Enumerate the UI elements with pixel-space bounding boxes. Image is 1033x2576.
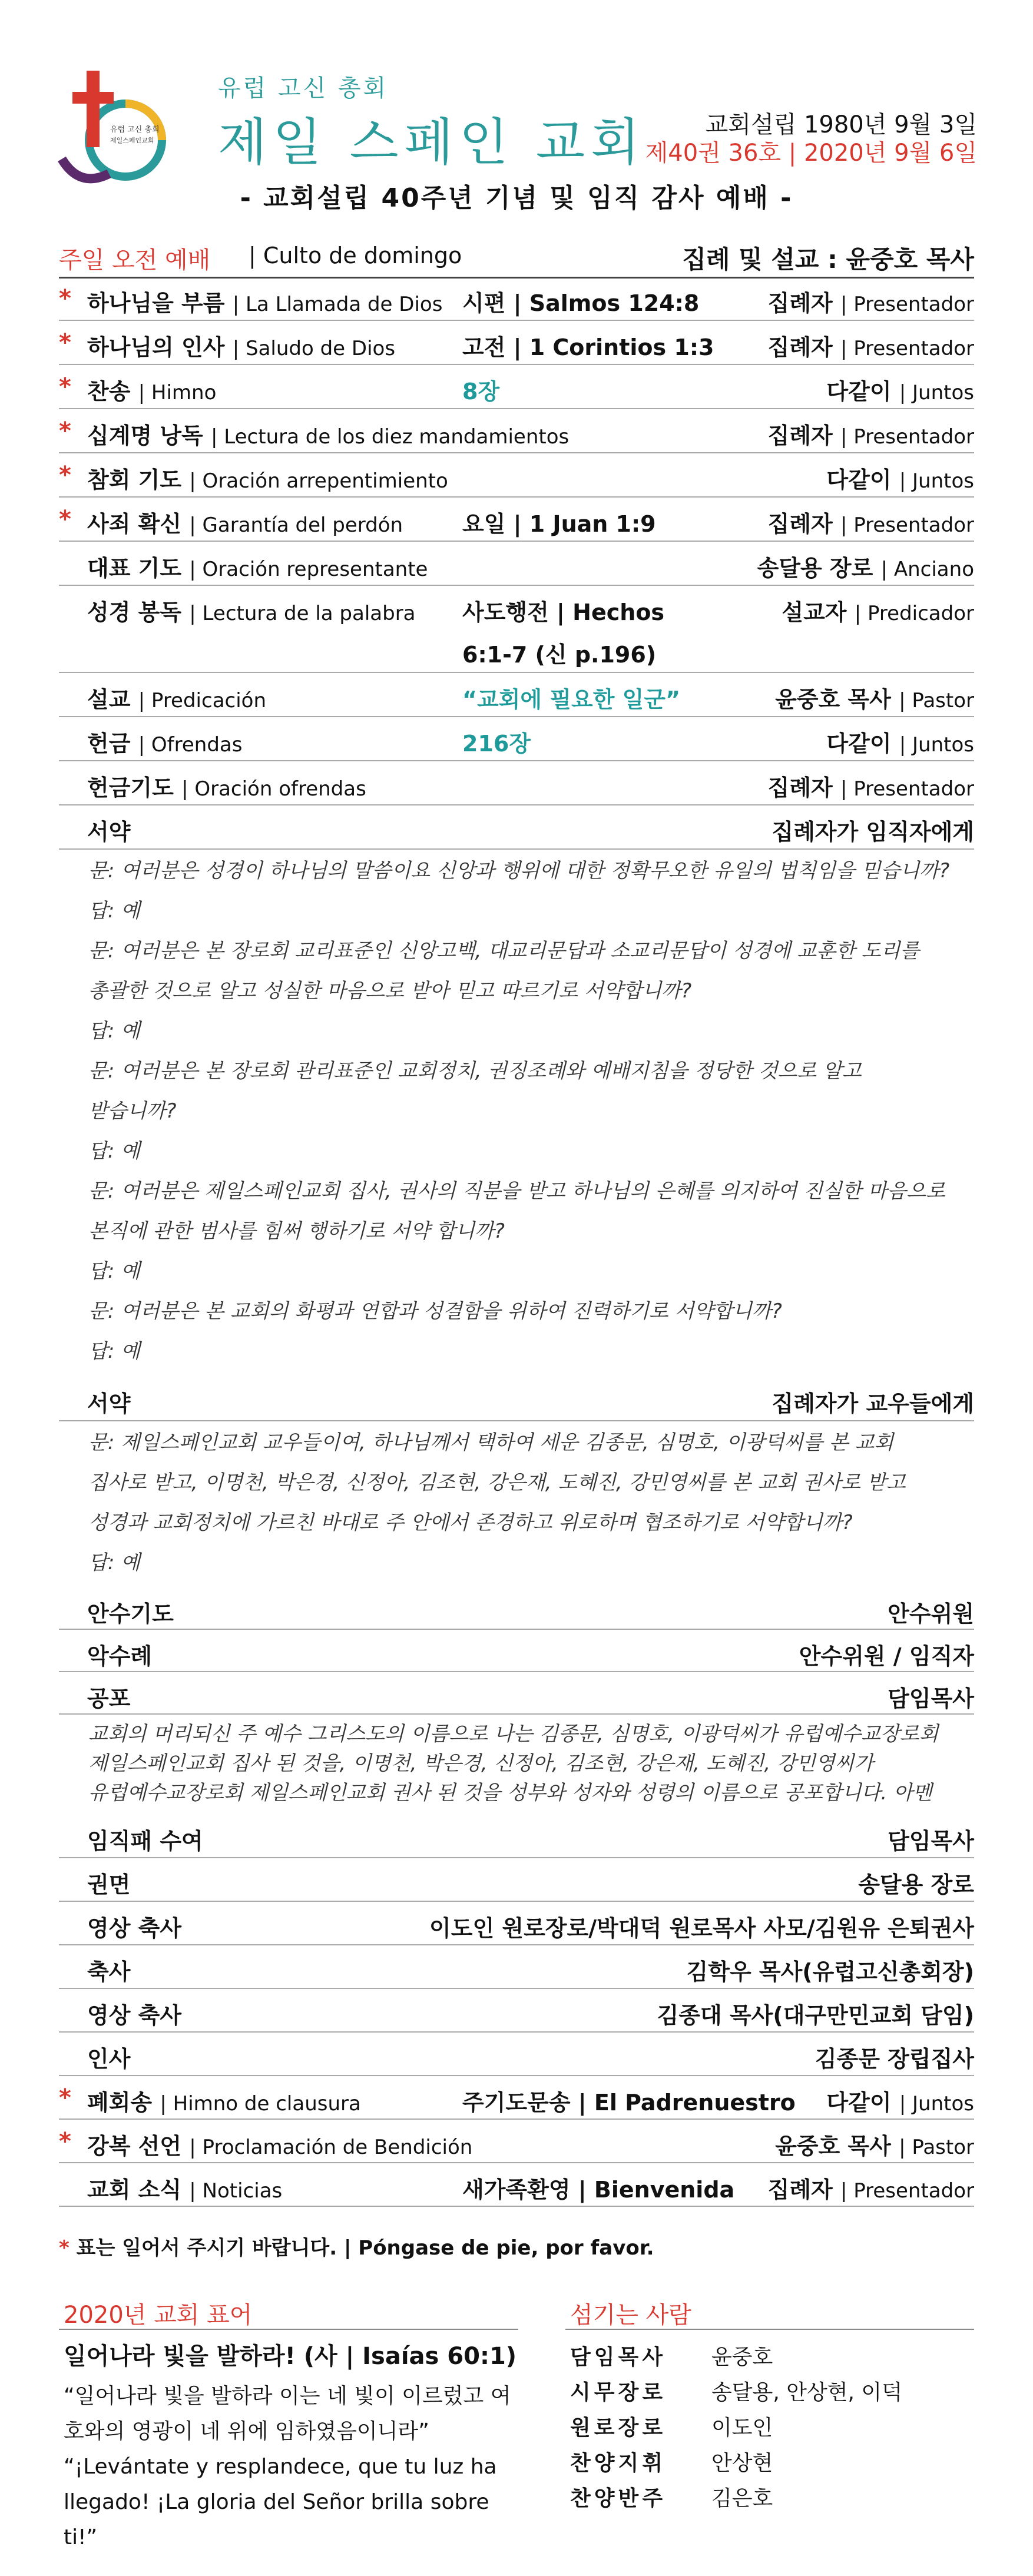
program-item-ko: 인사 — [87, 2046, 131, 2072]
program-item-ko: 영상 축사 — [87, 1915, 182, 1941]
program-row — [59, 2163, 974, 2207]
program-item-ko: 헌금 — [87, 731, 131, 757]
stand-marker: * — [59, 2128, 71, 2155]
leader-ko: 안수위원 / 임직자 — [799, 1643, 974, 1669]
server-name: 윤중호 — [711, 2345, 773, 2369]
stand-marker: * — [59, 506, 71, 533]
program-item-ko: 헌금기도 — [87, 775, 174, 801]
program-row — [59, 1630, 974, 1672]
program-item-es: | La Llamada de Dios — [232, 293, 443, 316]
program-item-title — [87, 1638, 152, 1670]
server-name: 송달용, 안상현, 이덕 — [711, 2381, 902, 2405]
vow-line: 집사로 받고, 이명천, 박은경, 신정아, 김조현, 강은재, 도혜진, 강민영씨를 본 교회 권사로 받고 — [88, 1471, 906, 1494]
program-row — [59, 1672, 974, 1715]
program-item-title — [87, 2171, 282, 2204]
service-subtitle: - 교회설립 40주년 기념 및 임직 감사 예배 - — [240, 183, 793, 213]
motto-reference: 일어나라 빛을 발하라! (사 | Isaías 60:1) — [64, 2343, 517, 2370]
program-row — [59, 498, 974, 542]
leader-ko: 송달용 장로 — [858, 1872, 974, 1898]
program-item-ko: 대표 기도 — [87, 555, 182, 581]
program-item-leader — [782, 594, 974, 626]
vow-line: 답: 예 — [88, 1551, 140, 1574]
program-item-reference: “교회에 필요한 일군” — [462, 687, 681, 712]
stand-marker: * — [59, 373, 71, 400]
motto-spanish: “¡Levántate y resplandece, que tu luz ha llegado! ¡La gloria del Señor brilla sobre ti!” — [64, 2455, 497, 2550]
vow-line: 답: 예 — [88, 1139, 140, 1163]
leader-ko: 김종문 장립집사 — [815, 2046, 974, 2072]
org-name: 유럽 고신 총회 — [218, 75, 389, 102]
leader-es: | Pastor — [899, 2136, 974, 2159]
motto-heading: 2020년 교회 표어 — [64, 2302, 253, 2329]
vow-line: 문: 여러분은 성경이 하나님의 말씀이요 신앙과 행위에 대한 정확무오한 유일의 법칙임을 믿습니까? — [88, 859, 950, 883]
leader-ko: 다같이 — [826, 379, 892, 405]
leader-es: | Juntos — [899, 469, 974, 493]
program-item-title — [87, 1866, 130, 1899]
program-item-leader — [657, 1997, 974, 2030]
program-item-es: | Ofrendas — [138, 733, 243, 757]
server-name: 안상현 — [711, 2451, 773, 2475]
vow-line: 받습니까? — [88, 1099, 177, 1123]
program-item-ko: 하나님의 인사 — [87, 334, 225, 360]
program-item-reference: 8장 — [462, 379, 500, 405]
program-item-es: | Garantía del perdón — [189, 513, 403, 537]
program-item-title — [87, 2041, 130, 2073]
program-row — [59, 1945, 974, 1989]
program-row — [59, 1989, 974, 2033]
vow-line: 문: 여러분은 본 장로회 관리표준인 교회정치, 권징조례와 예배지침을 정당한 것으로 알고 — [88, 1059, 862, 1083]
program-item-leader — [687, 1954, 974, 1986]
program-item-reference: 216장 — [462, 731, 531, 757]
service-name-ko: 주일 오전 예배 — [59, 247, 211, 274]
program-item-leader — [757, 550, 974, 582]
program-item-leader — [768, 2171, 974, 2204]
program-item-leader — [775, 681, 974, 714]
vow-line: 문: 여러분은 본 교회의 화평과 연합과 성결함을 위하여 진력하기로 서약합니까? — [88, 1299, 782, 1323]
server-role: 원로장로 — [570, 2416, 667, 2440]
leader-ko: 이도인 원로장로/박대덕 원로목사 사모/김원유 은퇴권사 — [429, 1915, 974, 1941]
note-text: 표는 일어서 주시기 바랍니다. | Póngase de pie, por favor. — [76, 2236, 654, 2260]
program-item-ko: 악수례 — [87, 1643, 153, 1669]
leader-es: | Presentador — [840, 2179, 974, 2203]
program-item-es: | Oración arrepentimiento — [189, 469, 448, 493]
vow-line: 총괄한 것으로 알고 성실한 마음으로 받아 믿고 따르기로 서약합니까? — [88, 979, 692, 1003]
program-item-ko: 설교 — [87, 687, 131, 712]
program-row — [59, 277, 974, 321]
program-item-es: | Lectura de la palabra — [189, 602, 416, 625]
leader-es: | Presentador — [840, 293, 974, 316]
leader-ko: 김학우 목사(유럽고신총회장) — [686, 1959, 974, 1985]
church-name: 제일 스페인 교회 — [218, 113, 646, 172]
program-item-ko: 폐회송 — [87, 2090, 153, 2116]
program-item-leader — [826, 462, 974, 494]
servers-divider — [565, 2329, 974, 2330]
program-item-leader — [772, 814, 974, 846]
program-item-leader — [768, 329, 974, 362]
stand-marker: * — [59, 417, 71, 445]
leader-ko: 집례자가 임직자에게 — [772, 819, 974, 845]
stand-marker: * — [59, 285, 71, 312]
leader-ko: 다같이 — [826, 467, 892, 493]
program-item-title — [87, 2084, 361, 2117]
congregation-vows — [88, 1423, 972, 1583]
stand-marker: * — [59, 2084, 71, 2111]
program-row — [59, 453, 974, 498]
program-item-leader — [768, 770, 974, 802]
program-item-es: | Oración ofrendas — [181, 777, 366, 801]
program-item-es: | Lectura de los diez mandamientos — [211, 425, 570, 449]
program-item-title — [87, 373, 216, 406]
service-leader: 집례 및 설교 : 윤중호 목사 — [682, 245, 974, 274]
server-role: 찬양반주 — [570, 2487, 667, 2511]
proclamation-text — [88, 1719, 972, 1808]
program-item-ko: 성경 봉독 — [87, 599, 182, 625]
leader-ko: 집례자 — [767, 290, 833, 316]
program-item-title — [87, 814, 130, 846]
servers-heading: 섬기는 사람 — [570, 2302, 691, 2329]
logo-text-1: 유럽 고신 총회 — [110, 125, 160, 134]
program-item-title — [87, 506, 403, 538]
program-item-title — [87, 594, 416, 626]
program-row — [59, 365, 974, 409]
program-row — [59, 717, 974, 761]
program-row — [59, 1858, 974, 1902]
program-item-ko: 서약 — [87, 1391, 131, 1417]
program-row — [59, 409, 974, 453]
program-item-leader — [826, 2084, 974, 2117]
program-item-ko: 서약 — [87, 819, 131, 845]
program-item-reference: 요일 | 1 Juan 1:9 — [462, 511, 656, 537]
program-item-es: | Noticias — [189, 2179, 283, 2203]
program-item-leader — [888, 1680, 974, 1713]
program-item-ko: 영상 축사 — [87, 2003, 182, 2028]
program-row — [59, 2076, 974, 2120]
server-name: 김은호 — [711, 2487, 773, 2511]
program-item-title — [87, 1910, 181, 1942]
program-item-ko: 하나님을 부름 — [87, 290, 225, 316]
vow-line: 문: 여러분은 본 장로회 교리표준인 신앙고백, 대교리문답과 소교리문답이 성경에 교훈한 도리를 — [88, 939, 920, 963]
vow-line: 성경과 교회정치에 가르친 바대로 주 안에서 존경하고 위로하며 협조하기로 서약합니까? — [88, 1511, 853, 1534]
program-item-ko: 권면 — [87, 1872, 131, 1898]
leader-ko: 다같이 — [826, 2090, 892, 2116]
program-item-title — [87, 1596, 174, 1628]
program-item-leader — [888, 1596, 974, 1628]
program-row — [59, 761, 974, 805]
stand-marker: * — [59, 462, 71, 489]
program-item-reference-2: 6:1-7 (신 p.196) — [462, 642, 657, 668]
program-item-es: | Himno — [138, 381, 217, 405]
program-row — [59, 1377, 974, 1421]
program-item-reference: 주기도문송 | El Padrenuestro — [462, 2090, 796, 2116]
leader-ko: 집례자 — [767, 775, 833, 801]
program-item-ko: 찬송 — [87, 379, 131, 405]
program-item-reference: 사도행전 | Hechos — [462, 599, 665, 625]
program-item-title — [87, 417, 569, 450]
program-row — [59, 673, 974, 717]
stand-marker: * — [59, 329, 71, 356]
program-item-leader — [799, 1638, 974, 1670]
leader-es: | Presentador — [840, 425, 974, 449]
program-item-es: | Predicación — [138, 689, 267, 712]
program-item-ko: 강복 선언 — [87, 2133, 182, 2159]
leader-ko: 김종대 목사(대구만민교회 담임) — [657, 2003, 974, 2028]
program-item-leader — [815, 2041, 974, 2073]
program-item-reference: 고전 | 1 Corintios 1:3 — [462, 334, 714, 360]
program-item-leader — [826, 373, 974, 406]
program-item-leader — [772, 1385, 974, 1418]
founded-date: 교회설립 1980년 9월 3일 — [705, 111, 977, 138]
program-item-es: | Saludo de Dios — [232, 337, 396, 360]
leader-es: | Predicador — [854, 602, 974, 625]
program-item-ko: 참회 기도 — [87, 467, 182, 493]
leader-es: | Juntos — [899, 381, 974, 405]
leader-ko: 담임목사 — [888, 1828, 974, 1854]
program-row — [59, 2033, 974, 2076]
program-item-title — [87, 2128, 472, 2160]
program-item-ko: 교회 소식 — [87, 2177, 182, 2203]
program-item-reference: 시편 | Salmos 124:8 — [462, 290, 700, 316]
leader-es: | Juntos — [899, 733, 974, 757]
vow-line: 본직에 관한 범사를 힘써 행하기로 서약 합니까? — [88, 1219, 505, 1243]
issue-info: 제40권 36호 | 2020년 9월 6일 — [645, 140, 977, 167]
leader-ko: 집례자 — [767, 2177, 833, 2203]
program-item-title — [87, 770, 366, 802]
program-item-es: | Oración representante — [189, 558, 428, 581]
motto-divider — [59, 2329, 518, 2330]
program-item-title — [87, 1385, 130, 1418]
program-item-leader — [858, 1866, 974, 1899]
program-row — [59, 2120, 974, 2163]
proclamation-line: 교회의 머리되신 주 예수 그리스도의 이름으로 나는 김종문, 심명호, 이광덕씨가 유럽예수교장로회 — [88, 1722, 939, 1746]
program-item-leader — [429, 1910, 974, 1942]
leader-es: | Presentador — [840, 337, 974, 360]
server-role: 담임목사 — [570, 2345, 667, 2369]
program-item-ko: 안수기도 — [87, 1601, 174, 1627]
leader-ko: 집례자가 교우들에게 — [772, 1391, 974, 1417]
ordination-vows — [88, 851, 972, 1371]
program-item-title — [87, 1680, 130, 1713]
leader-ko: 윤중호 목사 — [775, 687, 891, 712]
program-item-title — [87, 462, 448, 494]
program-item-title — [87, 329, 395, 362]
server-role: 시무장로 — [570, 2381, 667, 2405]
program-row — [59, 805, 974, 850]
vow-line: 답: 예 — [88, 1259, 140, 1283]
program-row — [59, 586, 974, 673]
program-item-leader — [768, 285, 974, 317]
logo-text-2: 제일스페인교회 — [110, 137, 154, 144]
church-logo — [56, 71, 174, 188]
leader-ko: 윤중호 목사 — [775, 2133, 891, 2159]
program-item-ko: 십계명 낭독 — [87, 423, 203, 449]
program-item-title — [87, 681, 266, 714]
program-item-title — [87, 285, 442, 317]
program-item-reference: 새가족환영 | Bienvenida — [462, 2177, 735, 2203]
program-row — [59, 1587, 974, 1630]
note-star: * — [59, 2236, 69, 2260]
program-item-es: | Proclamación de Bendición — [189, 2136, 473, 2159]
service-name-es: | Culto de domingo — [249, 243, 462, 268]
leader-ko: 담임목사 — [888, 1686, 974, 1712]
vow-line: 문: 여러분은 제일스페인교회 집사, 권사의 직분을 받고 하나님의 은혜를 의지하여 진실한 마음으로 — [88, 1179, 945, 1203]
program-item-title — [87, 1997, 181, 2030]
leader-ko: 안수위원 — [888, 1601, 974, 1627]
program-item-title — [87, 1954, 130, 1986]
program-row — [59, 321, 974, 365]
leader-es: | Anciano — [880, 558, 974, 581]
service-header — [59, 236, 974, 279]
vow-line: 답: 예 — [88, 1019, 140, 1043]
program-item-leader — [768, 417, 974, 450]
leader-es: | Juntos — [899, 2092, 974, 2116]
program-item-leader — [888, 1823, 974, 1855]
motto-korean: “일어나라 빛을 발하라 이는 네 빛이 이르렀고 여호와의 영광이 네 위에 임하였음이니라” — [64, 2384, 511, 2444]
program-item-ko: 사죄 확신 — [87, 511, 182, 537]
program-item-leader — [775, 2128, 974, 2160]
leader-es: | Pastor — [899, 689, 974, 712]
proclamation-line: 유럽예수교장로회 제일스페인교회 권사 된 것을 성부와 성자와 성령의 이름으로 공포합니다. 아멘 — [88, 1781, 932, 1805]
standing-note — [59, 2232, 654, 2260]
program-row — [59, 542, 974, 586]
leader-ko: 다같이 — [826, 731, 892, 757]
leader-ko: 송달용 장로 — [757, 555, 873, 581]
program-item-leader — [826, 725, 974, 758]
program-row — [59, 1815, 974, 1858]
program-item-title — [87, 725, 242, 758]
leader-ko: 집례자 — [767, 423, 833, 449]
program-item-title — [87, 550, 428, 582]
program-item-ko: 축사 — [87, 1959, 131, 1985]
vow-line: 답: 예 — [88, 899, 140, 923]
leader-es: | Presentador — [840, 513, 974, 537]
leader-es: | Presentador — [840, 777, 974, 801]
program-item-title — [87, 1823, 203, 1855]
program-item-es: | Himno de clausura — [160, 2092, 361, 2116]
proclamation-line: 제일스페인교회 집사 된 것을, 이명천, 박은경, 신정아, 김조현, 강은재, 도혜진, 강민영씨가 — [88, 1752, 874, 1775]
vow-line: 답: 예 — [88, 1340, 140, 1363]
program-item-ko: 임직패 수여 — [87, 1828, 203, 1854]
program-item-leader — [768, 506, 974, 538]
server-name: 이도인 — [711, 2416, 773, 2440]
leader-ko: 집례자 — [767, 511, 833, 537]
leader-ko: 집례자 — [767, 334, 833, 360]
leader-ko: 설교자 — [782, 599, 847, 625]
server-role: 찬양지휘 — [570, 2451, 667, 2475]
program-item-ko: 공포 — [87, 1686, 131, 1712]
program-row — [59, 1902, 974, 1945]
vow-line: 문: 제일스페인교회 교우들이여, 하나님께서 택하여 세운 김종문, 심명호, 이광덕씨를 본 교회 — [88, 1431, 894, 1454]
